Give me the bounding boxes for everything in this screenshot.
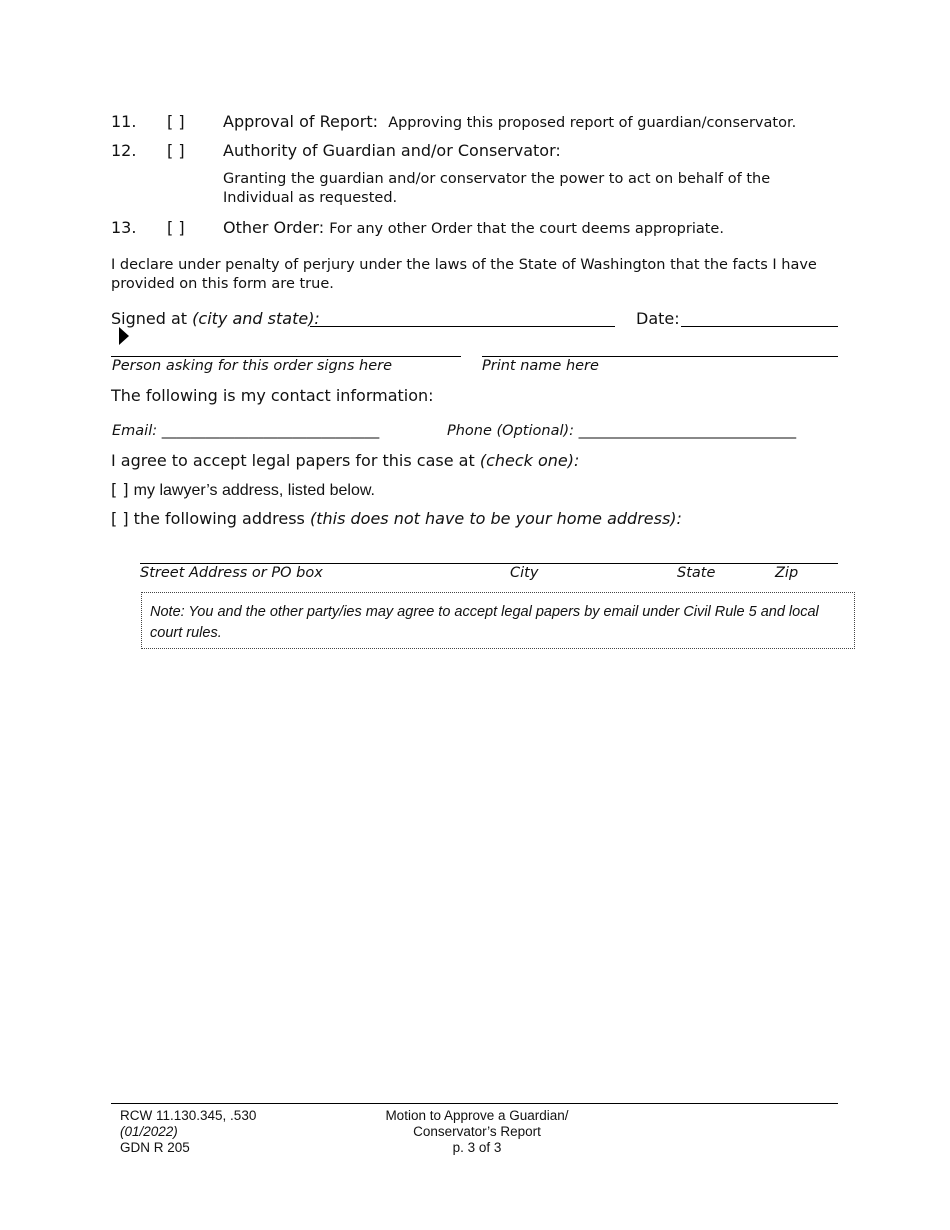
footer-form-code: GDN R 205 [120, 1140, 190, 1155]
lawyer-address-text: my lawyer’s address, listed below. [133, 482, 375, 499]
street-caption: Street Address or PO box [140, 565, 323, 581]
signed-at-field[interactable] [310, 326, 615, 327]
item-title: Approval of Report: [223, 112, 379, 131]
service-option-lawyer [111, 480, 375, 500]
item-description: Granting the guardian and/or conservator the power to act on behalf of the [223, 171, 771, 187]
declaration-line: provided on this form are true. [111, 276, 334, 292]
email-row [112, 423, 379, 439]
city-caption: City [510, 565, 539, 581]
item-checkbox[interactable]: [ ] [167, 218, 185, 237]
signed-at-hint: (city and state): [192, 309, 320, 328]
item-description: Approving this proposed report of guardian/conservator. [388, 115, 797, 131]
email-field[interactable]: ______________________________ [161, 423, 380, 439]
declaration-line: I declare under penalty of perjury under the laws of the State of Washington that the facts I have [111, 257, 817, 273]
item-line [223, 218, 724, 237]
contact-intro: The following is my contact information: [111, 386, 434, 405]
state-caption: State [677, 565, 716, 581]
email-label: Email: [112, 423, 158, 439]
service-intro: I agree to accept legal papers for this case at (check one): [111, 451, 580, 470]
signed-at-label: Signed at (city and state): [111, 309, 320, 328]
date-label: Date: [636, 309, 680, 328]
footer-date: (01/2022) [120, 1124, 178, 1139]
print-name-caption: Print name here [482, 358, 599, 374]
item-checkbox[interactable]: [ ] [167, 112, 185, 131]
following-address-hint: (this does not have to be your home address): [309, 509, 682, 528]
item-description: Individual as requested. [223, 190, 398, 206]
footer-page-number: p. 3 of 3 [452, 1140, 502, 1155]
item-line [223, 112, 796, 131]
zip-caption: Zip [775, 565, 799, 581]
lawyer-address-checkbox[interactable]: [ ] [111, 480, 129, 499]
phone-label: Phone (Optional): [447, 423, 575, 439]
item-number: 12. [111, 141, 137, 160]
footer-rcw: RCW 11.130.345, .530 [120, 1108, 257, 1123]
print-name-line[interactable] [482, 356, 838, 357]
service-option-address [111, 509, 682, 528]
item-description: For any other Order that the court deems appropriate. [329, 221, 724, 237]
item-title: Other Order: [223, 218, 325, 237]
signature-line[interactable] [111, 356, 461, 357]
item-number: 13. [111, 218, 137, 237]
address-field[interactable] [140, 563, 838, 564]
service-intro-hint: (check one): [479, 451, 580, 470]
item-title: Authority of Guardian and/or Conservator: [223, 141, 561, 160]
following-address-text: the following address [133, 509, 305, 528]
footer-divider [111, 1103, 838, 1104]
footer-title: Motion to Approve a Guardian/ Conservator’s Report p. 3 of 3 [330, 1108, 624, 1156]
date-field[interactable] [681, 326, 838, 327]
item-number: 11. [111, 112, 137, 131]
phone-field[interactable]: ______________________________ [578, 423, 797, 439]
service-note: Note: You and the other party/ies may agree to accept legal papers by email under Civil Rule 5 and local court rules. [141, 592, 855, 649]
signature-caption: Person asking for this order signs here [112, 358, 392, 374]
following-address-checkbox[interactable]: [ ] [111, 509, 129, 528]
item-checkbox[interactable]: [ ] [167, 141, 185, 160]
sign-here-arrow-icon [119, 327, 129, 345]
phone-row [447, 423, 796, 439]
